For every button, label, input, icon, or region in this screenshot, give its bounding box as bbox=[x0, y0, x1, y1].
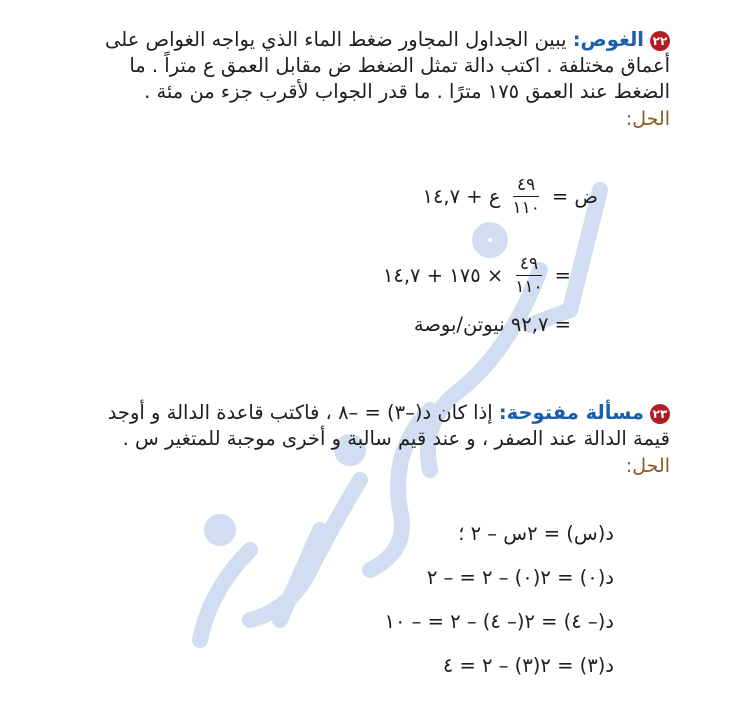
solution-line-text: د(س) = ٢س – ٢ ؛ bbox=[458, 522, 614, 545]
problem-number-badge: ٢٢ bbox=[650, 31, 670, 51]
equation-line bbox=[383, 254, 571, 297]
solution-label: الحل: bbox=[625, 455, 670, 477]
problem-23-statement bbox=[70, 400, 670, 452]
solution-label: الحل: bbox=[625, 108, 670, 130]
solution-line-text: د(– ٤) = ٢(– ٤) – ٢ = – ١٠ bbox=[384, 610, 614, 633]
equation-lhs: = bbox=[554, 264, 571, 287]
problem-title: الغوص: bbox=[572, 28, 644, 51]
problem-title: مسألة مفتوحة: bbox=[498, 401, 644, 424]
solution-line bbox=[427, 566, 614, 589]
problem-23 bbox=[70, 400, 670, 478]
solution-line bbox=[385, 610, 615, 633]
equation-rhs: ع + ١٤,٧ bbox=[422, 185, 501, 208]
equation-lhs: ض = bbox=[551, 185, 598, 208]
fraction-numerator: ٤٩ bbox=[513, 175, 539, 197]
problem-text: إذا كان د(–٣) = –٨ ، فاكتب قاعدة الدالة و أوجد قيمة الدالة عند الصفر ، و عند قيم سالبة و أخرى موجبة للمتغير س . bbox=[107, 401, 670, 450]
fraction-numerator: ٤٩ bbox=[516, 254, 542, 276]
problem-22 bbox=[80, 27, 670, 131]
equation-line bbox=[422, 175, 598, 218]
equation-rhs: × ١٧٥ + ١٤,٧ bbox=[382, 264, 504, 287]
equation-result: = ٩٢,٧ نيوتن/بوصة bbox=[413, 313, 571, 336]
fraction-denominator: ١١٠ bbox=[515, 277, 543, 297]
fraction bbox=[511, 254, 546, 297]
fraction bbox=[508, 175, 543, 218]
solution-line-text: د(٠) = ٢(٠) – ٢ = – ٢ bbox=[426, 566, 614, 589]
solution-line-text: د(٣) = ٢(٣) – ٢ = ٤ bbox=[442, 654, 614, 677]
equation-line bbox=[414, 313, 571, 336]
problem-22-statement bbox=[80, 27, 670, 105]
solution-line bbox=[458, 522, 614, 545]
fraction-denominator: ١١٠ bbox=[512, 198, 540, 218]
problem-number-badge: ٢٣ bbox=[650, 404, 670, 424]
problem-text: يبين الجداول المجاور ضغط الماء الذي يواجه الغواص على أعماق مختلفة . اكتب دالة تمثل الضغط ض مقابل العمق ع متراً . ما الضغط عند العمق ١٧٥ مترًا . ما قدر الجواب لأقرب جزء من مئة . bbox=[105, 28, 670, 103]
solution-line bbox=[443, 654, 614, 677]
